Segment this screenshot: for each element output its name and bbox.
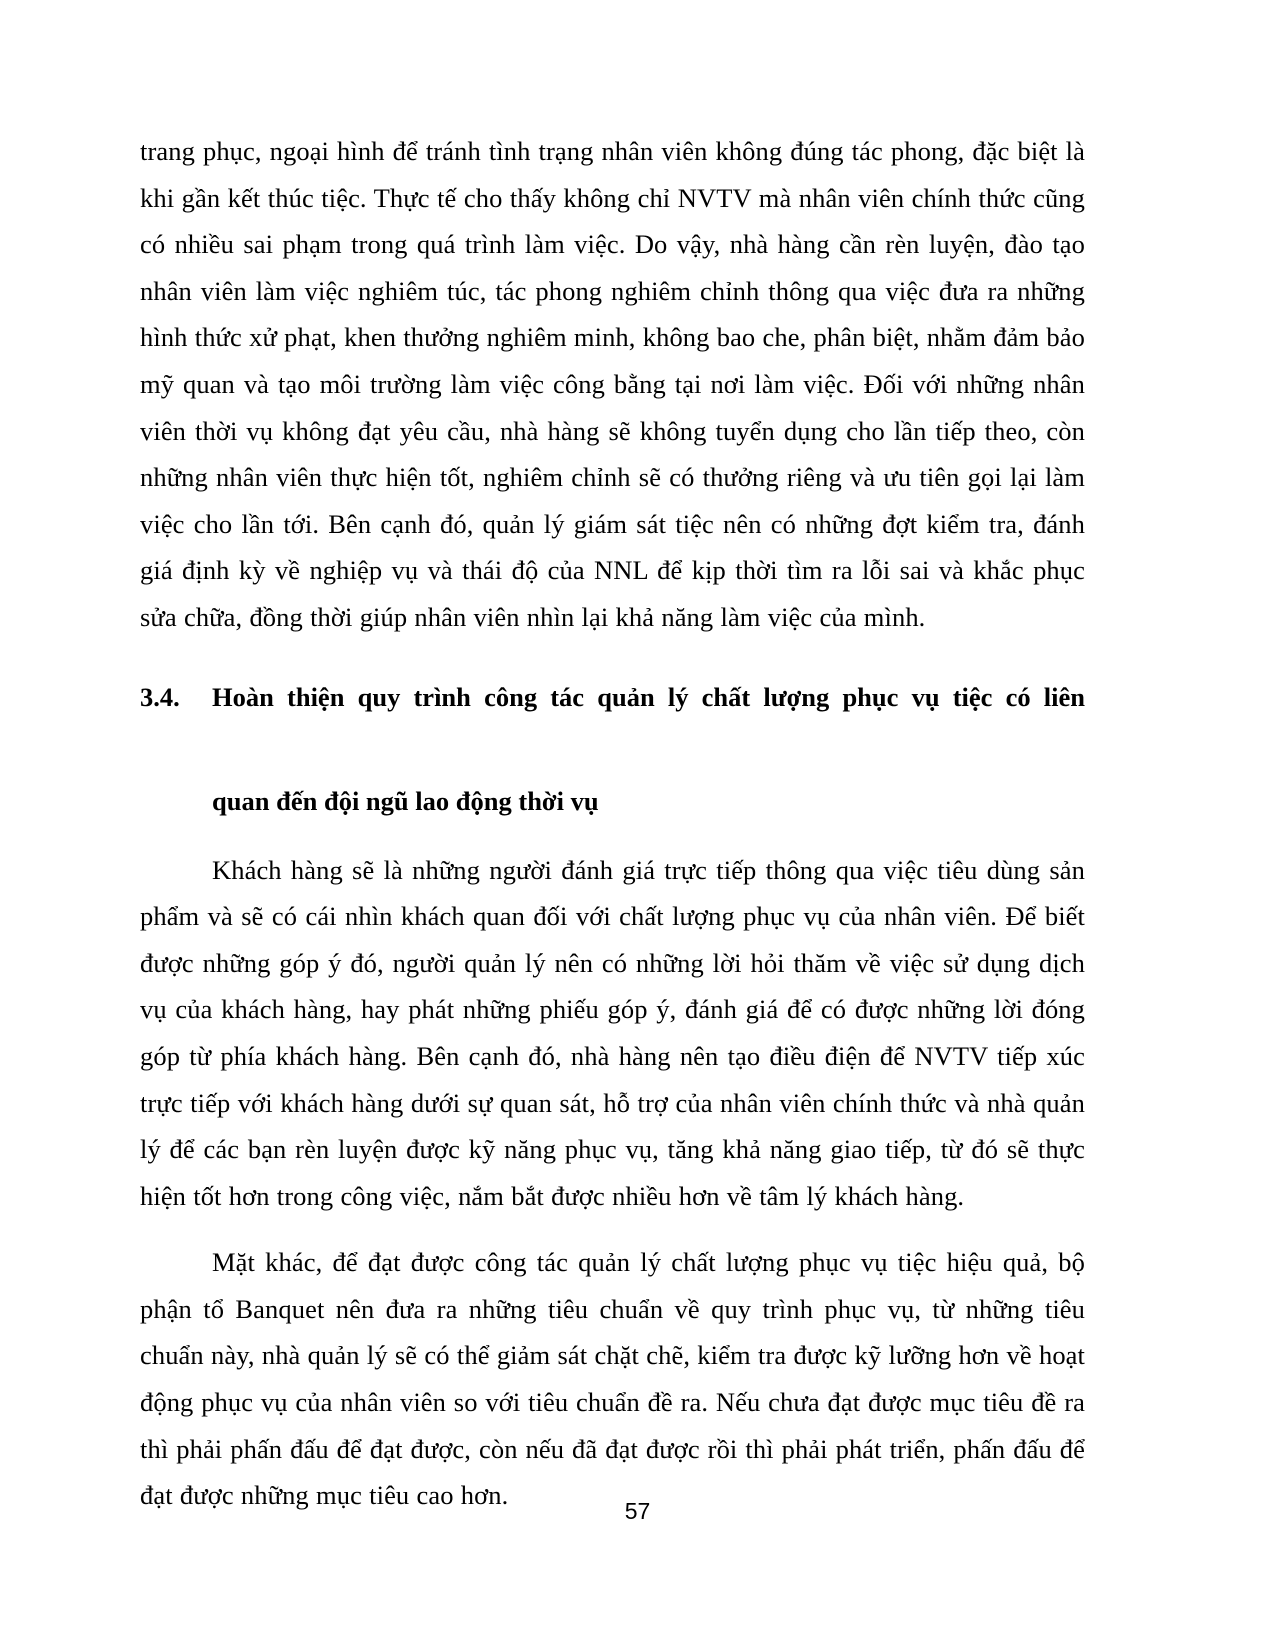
paragraph-2: Khách hàng sẽ là những người đánh giá trực tiếp thông qua việc tiêu dùng sản phẩm và sẽ có cái nhìn khách quan đối với chất lượng phục vụ của nhân viên. Để biết được những góp ý đó, người quản lý nên có những lời hỏi thăm về việc sử dụng dịch vụ của khách hàng, hay phát những phiếu góp ý, đánh giá để có được những lời đóng góp từ phía khách hàng. Bên cạnh đó, nhà hàng nên tạo điều điện để NVTV tiếp xúc trực tiếp với khách hàng dưới sự quan sát, hỗ trợ của nhân viên chính thức và nhà quản lý để các bạn rèn luyện được kỹ năng phục vụ, tăng khả năng giao tiếp, từ đó sẽ thực hiện tốt hơn trong công việc, nắm bắt được nhiều hơn về tâm lý khách hàng. [140, 854, 1085, 1211]
page-content [140, 128, 1085, 1519]
paragraph-3: Mặt khác, để đạt được công tác quản lý chất lượng phục vụ tiệc hiệu quả, bộ phận tổ Banquet nên đưa ra những tiêu chuẩn về quy trình phục vụ, từ những tiêu chuẩn này, nhà quản lý sẽ có thể giảm sát chặt chẽ, kiểm tra được kỹ lưỡng hơn về hoạt động phục vụ của nhân viên so với tiêu chuẩn đề ra. Nếu chưa đạt được mục tiêu đề ra thì phải phấn đấu để đạt được, còn nếu đã đạt được rồi thì phải phát triển, phấn đấu để đạt được những mục tiêu cao hơn. [140, 1247, 1085, 1511]
page-number: 57 [624, 1498, 651, 1524]
section-title [212, 671, 1085, 827]
spacer-after-heading [140, 827, 1085, 847]
section-title-line-2: quan đến đội ngũ lao động thời vụ [212, 785, 599, 816]
section-title-line-1: Hoàn thiện quy trình công tác quản lý chất lượng phục vụ tiệc có liên [212, 681, 1085, 712]
spacer-before-heading [140, 641, 1085, 671]
spacer-between-paragraphs [140, 1219, 1085, 1239]
paragraph-1: trang phục, ngoại hình để tránh tình trạng nhân viên không đúng tác phong, đặc biệt là khi gần kết thúc tiệc. Thực tế cho thấy không chỉ NVTV mà nhân viên chính thức cũng có nhiều sai phạm trong quá trình làm việc. Do vậy, nhà hàng cần rèn luyện, đào tạo nhân viên làm việc nghiêm túc, tác phong nghiêm chỉnh thông qua việc đưa ra những hình thức xử phạt, khen thưởng nghiêm minh, không bao che, phân biệt, nhằm đảm bảo mỹ quan và tạo môi trường làm việc công bằng tại nơi làm việc. Đối với những nhân viên thời vụ không đạt yêu cầu, nhà hàng sẽ không tuyển dụng cho lần tiếp theo, còn những nhân viên thực hiện tốt, nghiêm chỉnh sẽ có thưởng riêng và ưu tiên gọi lại làm việc cho lần tới. Bên cạnh đó, quản lý giám sát tiệc nên có những đợt kiểm tra, đánh giá định kỳ về nghiệp vụ và thái độ của NNL để kịp thời tìm ra lỗi sai và khắc phục sửa chữa, đồng thời giúp nhân viên nhìn lại khả năng làm việc của mình. [140, 136, 1085, 632]
section-heading-3-4 [140, 671, 1085, 827]
section-number: 3.4. [140, 681, 180, 712]
